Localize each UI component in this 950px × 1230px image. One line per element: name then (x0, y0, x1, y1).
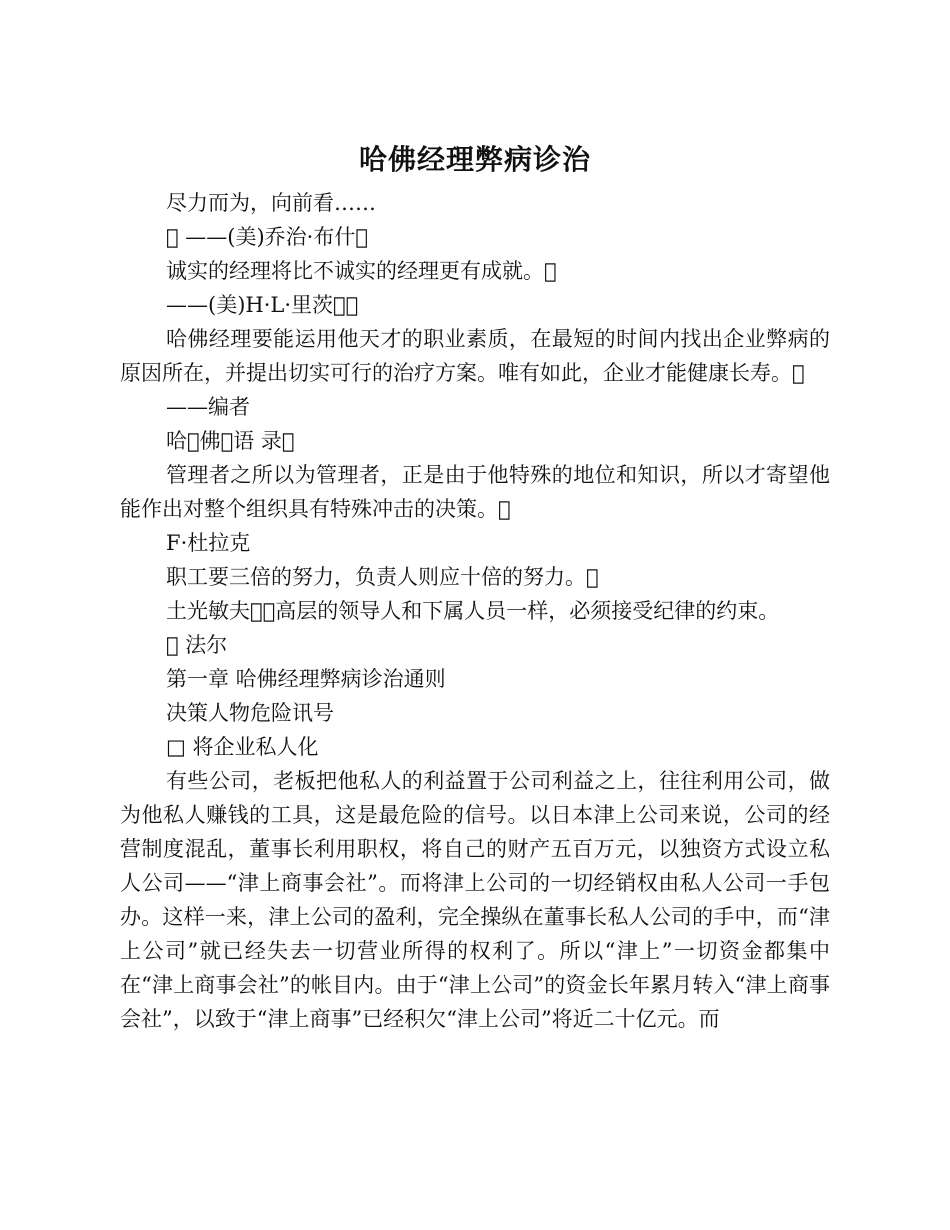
subsection-heading: 决策人物危险讯号 (166, 701, 334, 725)
section-heading: 哈􀀹佛􀀹语 录􀀹 (166, 429, 295, 453)
document-body (120, 140, 830, 1036)
epigraph-line: 尽力而为，向前看…… (166, 191, 376, 215)
quote-attribution: 􀀹 法尔 (166, 633, 228, 657)
editor-note: 哈佛经理要能运用他天才的职业素质，在最短的时间内找出企业弊病的原因所在，并提出切实可行的治疗方案。唯有如此，企业才能健康长寿。􀀹 (120, 327, 830, 385)
quote-paragraph: 土光敏夫􀀹􀀹高层的领导人和下属人员一样，必须接受纪律的约束。 (166, 599, 780, 623)
epigraph-attribution: 􀀹 ——(美)乔治·布什􀀹 (166, 225, 368, 249)
body-paragraph: 有些公司，老板把他私人的利益置于公司利益之上，往往利用公司，做为他私人赚钱的工具，这是最危险的信号。以日本津上公司来说，公司的经营制度混乱，董事长利用职权，将自己的财产五百万元，以独资方式设立私人公司——“津上商事会社”。而将津上公司的一切经销权由私人公司一手包办。这样一来，津上公司的盈利，完全操纵在董事长私人公司的手中，而“津上公司”就已经失去一切营业所得的权利了。所以“津上”一切资金都集中在“津上商事会社”的帐目内。由于“津上公司”的资金长年累月转入“津上商事会社”，以致于“津上商事”已经积欠“津上公司”将近二十亿元。而 (120, 769, 830, 1031)
epigraph-attribution: ——(美)H·L·里茨􀀹􀀹 (166, 293, 359, 317)
document-title: 哈佛经理弊病诊治 (358, 143, 591, 176)
editor-attribution: ——编者 (166, 395, 250, 419)
epigraph-line: 诚实的经理将比不诚实的经理更有成就。􀀹 (166, 259, 557, 283)
chapter-heading: 第一章 哈佛经理弊病诊治通则 (166, 667, 446, 691)
quote-paragraph: 职工要三倍的努力，负责人则应十倍的努力。􀀹 (166, 565, 599, 589)
quote-attribution: F·杜拉克 (166, 531, 251, 555)
bullet-heading: □ 将企业私人化 (166, 735, 319, 759)
quote-paragraph: 管理者之所以为管理者，正是由于他特殊的地位和知识，所以才寄望他能作出对整个组织具有特殊冲击的决策。􀀹 (120, 463, 830, 521)
